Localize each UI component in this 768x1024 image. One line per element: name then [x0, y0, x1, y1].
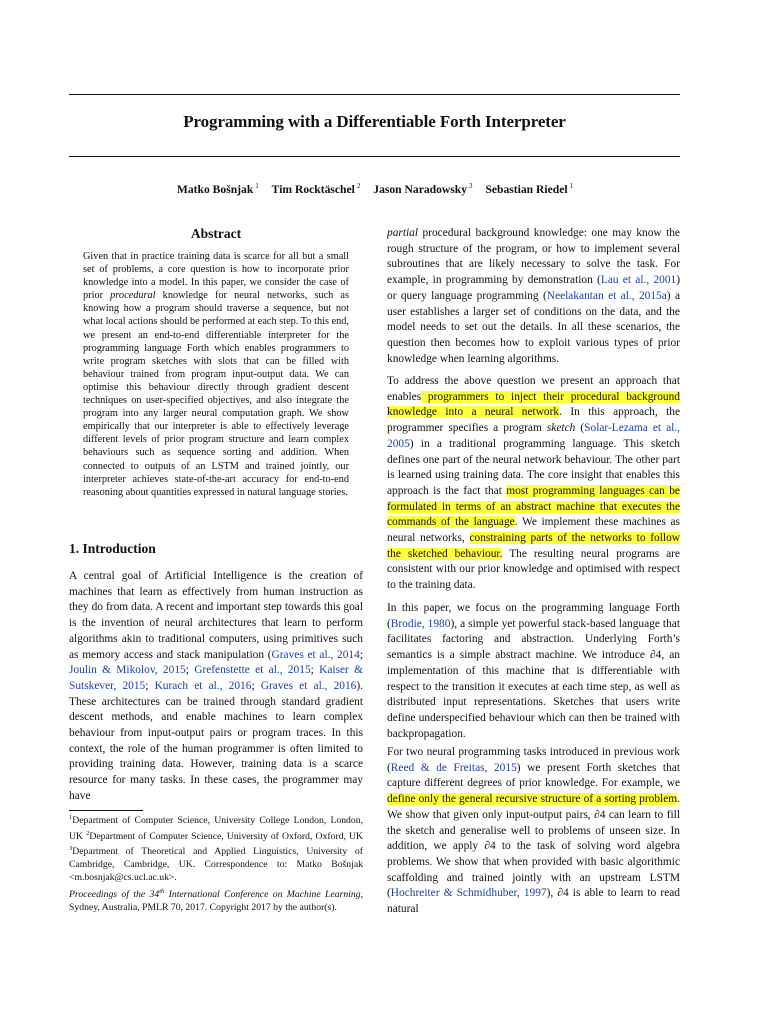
- citation-link[interactable]: Graves et al., 2016: [260, 679, 357, 692]
- citation-link[interactable]: Reed & de Freitas, 2015: [390, 761, 517, 774]
- author: Jason Naradowsky $^3$: [373, 182, 473, 196]
- body-paragraph: In this paper, we focus on the programming language Forth (Brodie, 1980), a simple yet powerful stack-based language that facilitates factoring and abstraction. Underlying Forth’s semantics is a simple abstract machine. We introduce ∂4, an implementation of this machine that is differentiable with respect to the transition it executes at each time step, as well as distributed input representations. Sketches that users write define underspecified behaviour which can then be trained with backpropagation.: [387, 602, 680, 740]
- citation-link[interactable]: Kaiser & Sutskever, 2015: [69, 664, 364, 692]
- body-paragraph: To address the above question we present an approach that enables programmers to inject their procedural background knowledge into a neural network. In this approach, the programmer specifies a program sketch (Solar-Lezama et al., 2005) in a traditional programming language. This sketch defines one part of the neural network behaviour. The other part is learned using training data. The core insight that enables this approach is the fact that most programming languages can be formulated in terms of an abstract machine that executes the commands of the language. We implement these machines as neural networks, constraining parts of the networks to follow the sketched behaviour. The resulting neural programs are consistent with our prior knowledge and optimised with respect to the training data.: [387, 375, 680, 592]
- citation-link[interactable]: Grefenstette et al., 2015: [194, 664, 311, 677]
- intro-paragraph: A central goal of Artificial Intelligence is the creation of machines that learn as effectively from human instruction as they do from data. A recent and important step towards this goal is the invention of neural architectures that learn to perform algorithms akin to traditional computers, using primitives such as memory access and stack manipulation (Graves et al., 2014; Joulin & Mikolov, 2015; Grefenstette et al., 2015; Kaiser & Sutskever, 2015; Kurach et al., 2016; Graves et al., 2016). These architectures can be trained through standard gradient descent methods, and enable machines to learn complex behaviour from input-output pairs or program traces. In this context, the role of the human programmer is often limited to providing training data. However, training data is a scarce resource for many tasks. In these cases, the programmer may have: [69, 570, 364, 802]
- author: Sebastian Riedel $^1$: [485, 182, 574, 196]
- footnote-rule: [69, 810, 143, 811]
- body-paragraph: For two neural programming tasks introduced in previous work (Reed & de Freitas, 2015) we present Forth sketches that capture different degrees of prior knowledge. For example, we define only the general recursive structure of a sorting problem. We show that given only input-output pairs, ∂4 can learn to fill the sketch and generalise well to problems of unseen size. In addition, we apply ∂4 to the task of solving word algebra problems. We show that when provided with basic algorithmic scaffolding and trained jointly with an upstream LSTM (Hochreiter & Schmidhuber, 1997), ∂4 is able to learn to read natural: [387, 746, 680, 916]
- citation-link[interactable]: Brodie, 1980: [390, 617, 451, 630]
- citation-link[interactable]: Neelakantan et al., 2015a: [546, 289, 667, 302]
- citation-link[interactable]: Graves et al., 2014: [271, 648, 360, 661]
- highlight-annotation: most programming languages can be formulated in terms of an abstract machine that executes the commands of the language: [387, 484, 680, 529]
- citation-link[interactable]: Kurach et al., 2016: [154, 679, 252, 692]
- author: Matko Bošnjak $^1$: [176, 182, 259, 196]
- citation-link[interactable]: Lau et al., 2001: [600, 274, 677, 287]
- title-rule-bottom: [69, 156, 680, 157]
- author-list: [40, 182, 710, 196]
- citation-link[interactable]: Joulin & Mikolov, 2015: [69, 664, 186, 677]
- affiliation-footnote: $^1$Department of Computer Science, University College London, London, UK $^2$Department of Computer Science, University of Oxford, Oxford, UK $^3$Department of Theoretical and Applied Linguistics, University of Cambridge, Cambridge, UK. Correspondence to: Matko Bošnjak <m.bosnjak@cs.ucl.ac.uk>.: [69, 814, 363, 883]
- citation-link[interactable]: Solar-Lezama et al., 2005: [387, 422, 680, 450]
- highlight-annotation: define only the general recursive structure of a sorting problem: [387, 793, 678, 806]
- highlight-annotation: constraining parts of the networks to follow the sketched behaviour.: [387, 532, 680, 560]
- highlight-annotation: programmers to inject their procedural background knowledge into a neural network: [387, 390, 680, 419]
- section-heading-introduction: 1. Introduction: [69, 541, 156, 556]
- author: Tim Rocktäschel $^2$: [271, 182, 361, 196]
- abstract-heading: Abstract: [190, 226, 242, 241]
- title-rule-top: [69, 94, 680, 95]
- body-paragraph: partial procedural background knowledge: one may know the rough structure of the program, or how to implement several subroutines that are likely necessary to solve the task. For example, in programming by demonstration (Lau et al., 2001) or query language programming (Neelakantan et al., 2015a) a user establishes a larger set of conditions on the data, and the model needs to set out the details. In all these scenarios, the question then becomes how to exploit various types of prior knowledge when learning algorithms.: [387, 227, 681, 365]
- abstract-body: Given that in practice training data is scarce for all but a small set of problems, a core question is how to incorporate prior knowledge into a model. In this paper, we consider the case of prior procedural knowledge for neural networks, such as knowing how a program should traverse a sequence, but not what local actions should be performed at each step. To this end, we present an end-to-end differentiable interpreter for the programming language Forth which enables programmers to write program sketches with slots that can be filled with behaviour trained from program input-output data. We can optimise this behaviour directly through gradient descent techniques on user-specified objectives, and also integrate the program into any larger neural computation graph. We show empirically that our interpreter is able to effectively leverage different levels of prior program structure and learn complex behaviours such as sequence sorting and addition. When connected to outputs of an LSTM and trained jointly, our interpreter achieves state-of-the-art accuracy for end-to-end reasoning about quantities expressed in natural language stories.: [83, 251, 350, 498]
- citation-link[interactable]: Hochreiter & Schmidhuber, 1997: [390, 887, 547, 900]
- proceedings-note: Proceedings of the 34th International Conference on Machine Learning, Sydney, Australia, PMLR 70, 2017. Copyright 2017 by the author(s).: [69, 888, 363, 913]
- paper-title: Programming with a Differentiable Forth Interpreter: [183, 112, 566, 131]
